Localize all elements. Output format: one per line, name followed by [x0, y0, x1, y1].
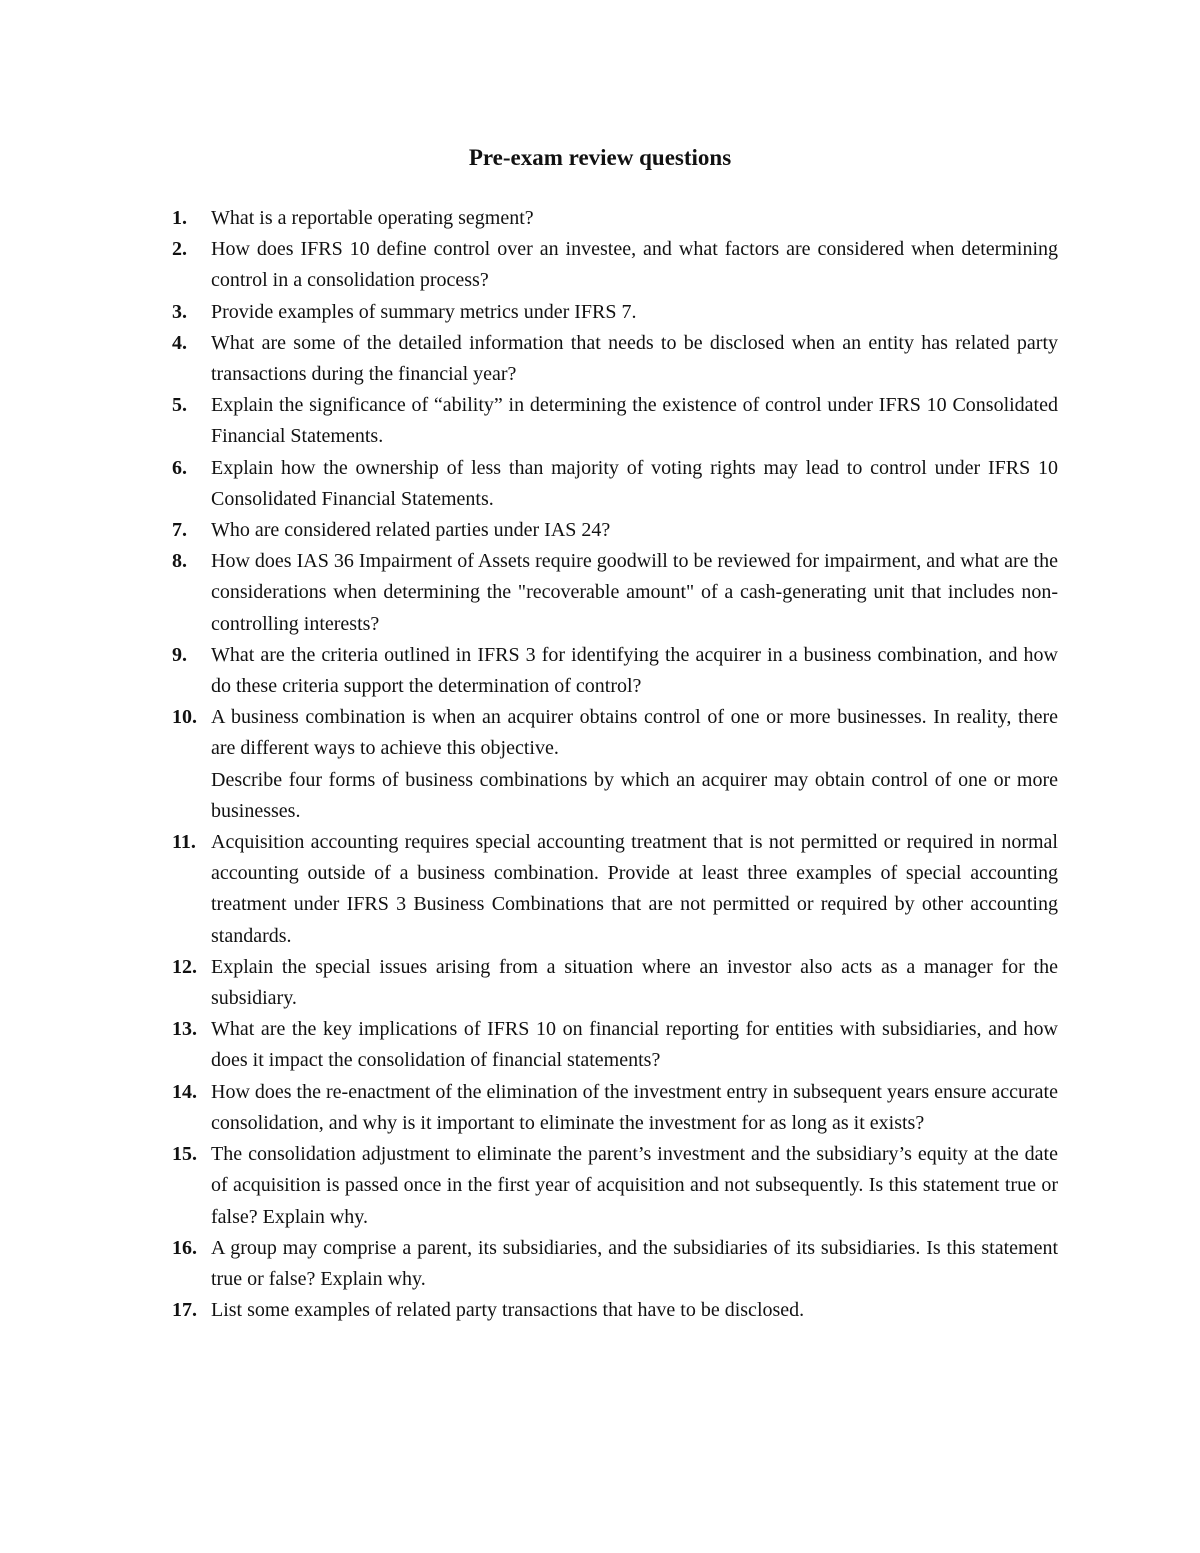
question-text: Explain the significance of “ability” in determining the existence of control under IFRS 10 Consolidated Financial Statements. — [211, 394, 1058, 448]
question-number: 15. — [172, 1143, 197, 1166]
question-number: 1. — [172, 207, 187, 229]
question-item — [172, 1014, 1058, 1076]
question-number: 2. — [172, 238, 187, 261]
question-number: 13. — [172, 1018, 197, 1041]
question-number: 17. — [172, 1299, 197, 1322]
question-item — [172, 203, 1058, 234]
question-number: 6. — [172, 456, 187, 479]
question-text: What is a reportable operating segment? — [211, 207, 534, 229]
question-text: List some examples of related party transactions that have to be disclosed. — [211, 1299, 805, 1322]
question-text: A group may comprise a parent, its subsidiaries, and the subsidiaries of its subsidiaries. Is this statement true or false? Explain why. — [211, 1236, 1058, 1290]
page-title: Pre-exam review questions — [468, 145, 732, 170]
question-text: Explain the special issues arising from a situation where an investor also acts as a manager for the subsidiary. — [211, 955, 1058, 1010]
question-number: 7. — [172, 519, 187, 542]
question-text: The consolidation adjustment to eliminate the parent’s investment and the subsidiary’s equity at the date of acquisition is passed once in the first year of acquisition and not subsequently. Is this statement true or false? Explain why. — [211, 1143, 1058, 1228]
question-item — [172, 234, 1058, 296]
question-number: 14. — [172, 1080, 197, 1103]
question-item — [172, 328, 1058, 390]
question-number: 12. — [172, 955, 197, 978]
question-number: 4. — [172, 331, 187, 354]
question-text: What are the key implications of IFRS 10 on financial reporting for entities with subsidiaries, and how does it impact the consolidation of financial statements? — [211, 1018, 1058, 1072]
question-item — [172, 640, 1058, 702]
question-number: 3. — [172, 300, 187, 323]
question-item — [172, 546, 1058, 640]
question-text: A business combination is when an acquirer obtains control of one or more businesses. In reality, there are different ways to achieve this objective. Describe four forms of business combinations by which an acquirer may obtain control of one or more businesses. — [211, 702, 1058, 827]
question-item — [172, 827, 1058, 952]
question-text: Provide examples of summary metrics under IFRS 7. — [211, 300, 637, 323]
question-text: Who are considered related parties under IAS 24? — [211, 519, 611, 542]
question-item — [172, 1295, 1058, 1326]
question-list — [172, 203, 1058, 1326]
question-number: 5. — [172, 394, 187, 417]
question-text: What are some of the detailed information that needs to be disclosed when an entity has related party transactions during the financial year? — [211, 331, 1058, 386]
question-number: 11. — [172, 831, 196, 854]
question-item — [172, 1077, 1058, 1139]
question-number: 10. — [172, 706, 197, 729]
question-item — [172, 297, 1058, 328]
question-text: What are the criteria outlined in IFRS 3 for identifying the acquirer in a business combination, and how do these criteria support the determination of control? — [211, 643, 1058, 698]
question-number: 8. — [172, 550, 187, 573]
question-number: 16. — [172, 1236, 197, 1259]
question-item — [172, 952, 1058, 1014]
question-number: 9. — [172, 643, 187, 666]
question-text: How does IAS 36 Impairment of Assets require goodwill to be reviewed for impairment, and what are the considerations when determining the "recoverable amount" of a cash-generating unit that includes non-controlling interests? — [211, 550, 1058, 635]
question-item — [172, 702, 1058, 827]
question-item — [172, 390, 1058, 452]
question-text: Acquisition accounting requires special accounting treatment that is not permitted or required in normal accounting outside of a business combination. Provide at least three examples of special accounting treatment under IFRS 3 Business Combinations that are not permitted or required by other accounting standards. — [211, 831, 1058, 947]
question-text: How does IFRS 10 define control over an investee, and what factors are considered when determining control in a consolidation process? — [211, 238, 1058, 292]
question-item — [172, 1139, 1058, 1233]
question-item — [172, 1233, 1058, 1295]
question-text-continued: Describe four forms of business combinations by which an acquirer may obtain control of one or more businesses. — [211, 768, 1058, 822]
question-item — [172, 453, 1058, 515]
question-item — [172, 515, 1058, 546]
question-text: How does the re-enactment of the elimination of the investment entry in subsequent years ensure accurate consolidation, and why is it important to eliminate the investment for as long as it exists? — [211, 1080, 1058, 1134]
question-text: Explain how the ownership of less than majority of voting rights may lead to control under IFRS 10 Consolidated Financial Statements. — [211, 456, 1058, 510]
